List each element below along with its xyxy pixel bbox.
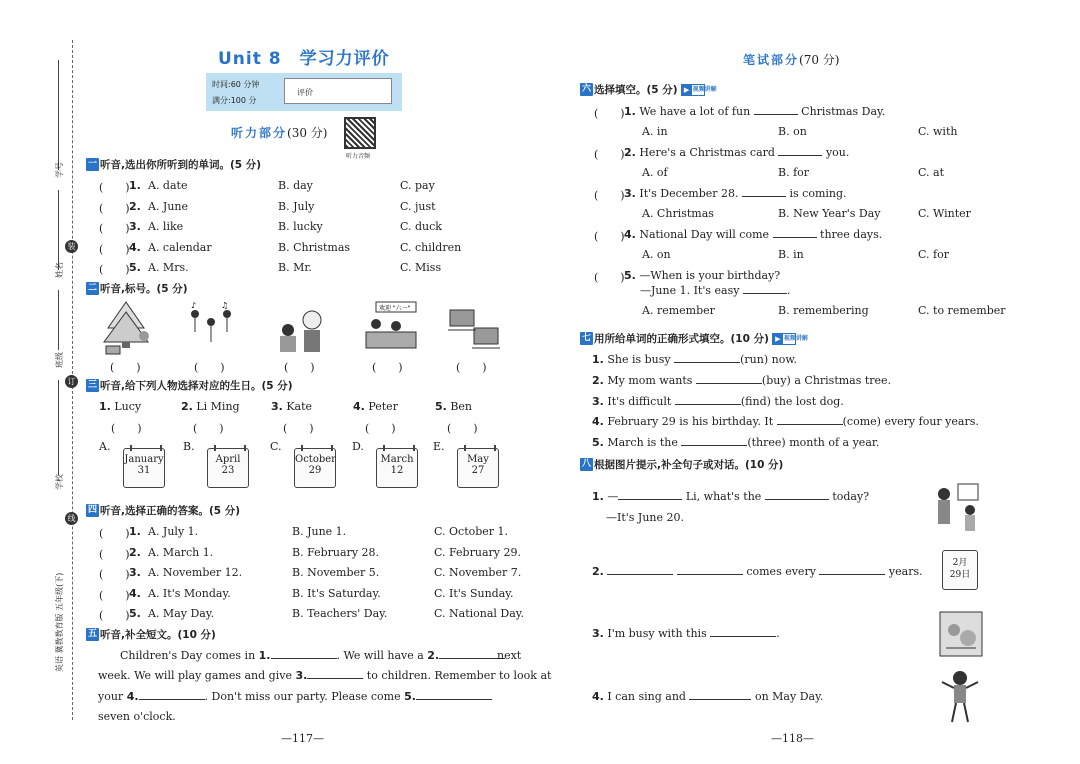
option-c: C. for — [918, 248, 949, 261]
passage-word: next — [497, 649, 522, 662]
person-name: Li Ming — [196, 400, 240, 413]
page-number: —118— — [771, 732, 814, 745]
section-8-heading — [580, 457, 783, 472]
written-heading — [743, 51, 839, 68]
section-number: 二 — [87, 283, 97, 293]
written-points: (70 分) — [799, 53, 840, 67]
answer-bracket[interactable]: ( ) — [99, 547, 130, 561]
item-number: 2. — [129, 199, 141, 213]
item-number: 1. — [129, 179, 141, 192]
option-c: C. Miss — [400, 261, 442, 274]
listening-points: (30 分) — [287, 126, 328, 140]
homework-picture — [938, 610, 984, 658]
calendar-icon — [207, 448, 249, 488]
option-b: B. for — [778, 166, 810, 179]
option-a: A. remember — [642, 304, 715, 317]
blank-2[interactable] — [439, 649, 505, 659]
picture-number-blank[interactable]: ( ) — [372, 361, 403, 374]
picture-number-blank[interactable]: ( ) — [456, 361, 487, 374]
calendar-month: 2月 — [952, 558, 968, 568]
answer-bracket[interactable]: ( ) — [594, 189, 625, 202]
passage-line-2: week. We will play games and give 3. to children. Remember to look at — [98, 669, 552, 682]
option-b: B. in — [778, 248, 804, 261]
picture-number-blank[interactable]: ( ) — [194, 361, 225, 374]
passage-line-3: your 4. . Don't miss our party. Please come 5. — [98, 690, 492, 703]
option-b: B. on — [778, 125, 807, 138]
dancing-children-picture — [183, 300, 239, 356]
margin-line — [58, 380, 59, 475]
info-box — [206, 73, 402, 111]
option-b: B. Christmas — [278, 240, 351, 254]
answer-bracket[interactable]: ( ) — [99, 568, 130, 581]
section-number: 三 — [87, 380, 97, 390]
option-b: B. November 5. — [292, 566, 380, 579]
dancing-girl-picture — [938, 668, 982, 726]
section-title: 听音,补全短文。(10 分) — [100, 629, 216, 641]
play-icon: ▶ — [682, 85, 692, 95]
answer-blank[interactable] — [677, 565, 743, 575]
item-number: 4. — [129, 586, 141, 600]
answer-blank[interactable] — [777, 415, 843, 425]
section-6-heading — [580, 82, 717, 97]
section-number: 五 — [87, 629, 97, 639]
answer-blank[interactable] — [618, 490, 682, 500]
calendar-day: 27 — [471, 465, 485, 476]
section-title: 选择填空。(5 分) — [594, 84, 678, 96]
childrens-day-picture — [362, 300, 420, 356]
answer-bracket[interactable]: ( ) — [594, 148, 625, 161]
item-number: 3. — [129, 220, 141, 233]
answer-bracket[interactable]: ( ) — [111, 422, 142, 435]
calendar-letter: A. — [99, 440, 111, 453]
calendar-month: May — [467, 454, 489, 465]
blank-3[interactable] — [307, 669, 363, 679]
question-text: 5. —When is your birthday? — [624, 269, 781, 282]
section-title: 听音,给下列人物选择对应的生日。(5 分) — [100, 380, 293, 392]
answer-blank[interactable] — [819, 565, 885, 575]
qr-code-icon[interactable] — [344, 117, 376, 149]
option-c: C. October 1. — [434, 525, 509, 538]
option-a: A. It's Monday. — [148, 586, 231, 600]
option-b: B. It's Saturday. — [292, 586, 381, 600]
person-name: Lucy — [114, 400, 142, 413]
option-a: A. calendar — [148, 240, 212, 254]
answer-blank[interactable] — [710, 627, 776, 637]
qr-caption: 听力音频 — [346, 153, 371, 160]
option-a: A. like — [148, 220, 184, 233]
answer-bracket[interactable]: ( ) — [193, 422, 224, 435]
written-label: 笔试部分 — [743, 53, 800, 67]
calendar-icon — [294, 448, 336, 488]
answer-blank[interactable] — [696, 374, 762, 384]
page-number: —117— — [281, 732, 324, 745]
answer-blank[interactable] — [607, 565, 673, 575]
option-c: C. Winter — [918, 207, 971, 220]
option-a: A. of — [642, 166, 668, 179]
answer-bracket[interactable]: ( ) — [594, 107, 625, 120]
answer-bracket[interactable]: ( ) — [99, 242, 130, 256]
option-c: C. at — [918, 166, 944, 179]
margin-label-class: 班级 — [55, 352, 64, 368]
calendar-letter: E. — [433, 440, 445, 453]
answer-bracket[interactable]: ( ) — [447, 422, 478, 435]
answer-blank[interactable] — [674, 353, 740, 363]
section-5-heading — [86, 627, 216, 642]
answer-bracket[interactable]: ( ) — [99, 609, 130, 622]
svg-text:♫: ♫ — [221, 301, 229, 310]
question-text: 1. We have a lot of fun Christmas Day. — [624, 105, 886, 118]
section-number: 七 — [581, 333, 591, 343]
section-title: 根据图片提示,补全句子或对话。(10 分) — [594, 459, 784, 471]
answer-blank[interactable] — [778, 146, 822, 156]
teacher-student-picture — [934, 482, 984, 534]
question-text: 4. National Day will come three days. — [624, 228, 883, 241]
option-b: B. day — [278, 179, 313, 192]
option-c: C. duck — [400, 220, 442, 233]
option-b: B. July — [278, 199, 315, 213]
option-a: A. May Day. — [148, 607, 215, 620]
person-name: Kate — [286, 400, 313, 413]
s8-question-3: 3. I'm busy with this . — [592, 627, 780, 640]
calendar-picture — [942, 550, 978, 590]
section-number: 一 — [87, 159, 97, 169]
margin-line — [58, 290, 59, 350]
option-c: C. to remember — [918, 304, 1006, 317]
option-a: A. on — [642, 248, 671, 261]
section-7-heading — [580, 331, 808, 346]
evaluation-label: 评价 — [297, 88, 313, 97]
right-page — [540, 0, 1080, 764]
fill-item: 5. March is the (three) month of a year. — [592, 436, 880, 450]
person-item: 3. Kate — [271, 400, 313, 413]
item-number: 5. — [129, 607, 141, 620]
calendar-day: 29日 — [949, 570, 971, 580]
margin-label-student-id: 学号 — [55, 162, 64, 178]
calendar-letter: B. — [183, 440, 195, 453]
s8-answer-1: —It's June 20. — [606, 511, 685, 524]
calendar-icon — [123, 448, 165, 488]
fill-item: 1. She is busy (run) now. — [592, 353, 797, 366]
play-icon: ▶ — [773, 334, 783, 344]
option-c: C. February 29. — [434, 545, 521, 559]
answer-blank[interactable] — [681, 436, 747, 446]
option-b: B. New Year's Day — [778, 207, 881, 220]
passage-line-4: seven o'clock. — [98, 710, 176, 723]
answer-bracket[interactable]: ( ) — [283, 422, 314, 435]
option-c: C. National Day. — [434, 607, 525, 620]
answer-blank[interactable] — [742, 187, 786, 197]
blank-4[interactable] — [139, 690, 205, 700]
option-a: A. June — [148, 199, 189, 213]
calendar-day: 23 — [221, 465, 235, 476]
option-a: A. date — [148, 179, 188, 192]
answer-blank[interactable] — [773, 228, 817, 238]
margin-label-name: 姓名 — [55, 262, 64, 278]
answer-bracket[interactable]: ( ) — [99, 201, 130, 215]
person-item: 1. Lucy — [99, 400, 142, 413]
item-number: 1. — [129, 525, 141, 538]
option-c: C. with — [918, 125, 958, 138]
option-a: A. March 1. — [148, 545, 214, 559]
svg-text:♪: ♪ — [191, 301, 197, 310]
question-text: 3. It's December 28. is coming. — [624, 187, 847, 200]
blank-5[interactable] — [416, 690, 492, 700]
option-b: B. Mr. — [278, 261, 312, 274]
person-item: 2. Li Ming — [181, 400, 240, 413]
section-2-heading — [86, 281, 188, 296]
passage-line-1: Children's Day comes in 1. . We will have a 2. — [120, 649, 505, 662]
answer-blank[interactable] — [754, 105, 798, 115]
picture-number-blank[interactable]: ( ) — [284, 361, 315, 374]
margin-circle-mark: 装 — [65, 240, 78, 253]
option-b: B. Teachers' Day. — [292, 607, 388, 620]
calendar-icon — [376, 448, 418, 488]
calendar-day: 12 — [390, 465, 404, 476]
person-name: Peter — [368, 400, 398, 413]
option-b: B. remembering — [778, 304, 869, 317]
item-number: 2. — [129, 545, 141, 559]
fill-item: 2. My mom wants (buy) a Christmas tree. — [592, 373, 892, 387]
calendar-letter: D. — [352, 440, 364, 453]
section-title: 听音,选出你所听到的单词。(5 分) — [100, 159, 262, 171]
question-text: —June 1. It's easy . — [640, 284, 791, 297]
blank-1[interactable] — [271, 649, 337, 659]
answer-blank[interactable] — [689, 690, 751, 700]
page-title: Unit 8 学习力评价 — [218, 49, 390, 69]
answer-blank[interactable] — [765, 490, 829, 500]
fill-item: 4. February 29 is his birthday. It (come) every four years. — [592, 415, 979, 429]
answer-bracket[interactable]: ( ) — [99, 527, 130, 540]
section-4-heading — [86, 503, 240, 518]
picture-number-blank[interactable]: ( ) — [110, 361, 141, 374]
person-item: 4. Peter — [353, 400, 398, 413]
calendar-month: April — [215, 454, 241, 465]
calendar-icon — [457, 448, 499, 488]
option-a: A. Christmas — [642, 207, 714, 220]
calendar-day: 29 — [308, 465, 322, 476]
answer-bracket[interactable]: ( ) — [594, 230, 625, 243]
margin-line — [58, 60, 59, 170]
evaluation-field[interactable] — [284, 78, 392, 104]
fill-item: 3. It's difficult (find) the lost dog. — [592, 394, 844, 408]
christmas-tree-picture — [100, 298, 158, 356]
option-c: C. pay — [400, 179, 435, 192]
full-score: 满分:100 分 — [212, 96, 257, 105]
sign-text: 欢迎 "六一" — [379, 305, 411, 312]
margin-circle-mark: 线 — [65, 512, 78, 525]
answer-bracket[interactable]: ( ) — [99, 263, 130, 276]
section-1-heading — [86, 157, 261, 172]
option-b: B. February 28. — [292, 545, 380, 559]
video-play-button[interactable]: ▶ 视频讲解 — [681, 84, 705, 96]
answer-blank[interactable] — [675, 395, 741, 405]
answer-bracket[interactable]: ( ) — [99, 181, 130, 194]
calendar-month: October — [295, 454, 336, 465]
section-title: 听音,选择正确的答案。(5 分) — [100, 505, 241, 517]
question-text: 2. Here's a Christmas card you. — [624, 146, 850, 159]
item-number: 5. — [129, 261, 141, 274]
s8-question-4: 4. I can sing and on May Day. — [592, 690, 824, 703]
calendar-day: 31 — [137, 465, 151, 476]
section-number: 六 — [581, 84, 591, 94]
listening-label: 听力部分 — [231, 126, 288, 140]
calendar-letter: C. — [270, 440, 282, 453]
video-play-button[interactable]: ▶ 视频讲解 — [772, 333, 796, 345]
section-title: 用所给单词的正确形式填空。(10 分) — [594, 333, 769, 345]
listening-heading — [231, 124, 327, 141]
item-number: 4. — [129, 240, 141, 254]
answer-blank[interactable] — [743, 284, 787, 294]
option-a: A. November 12. — [148, 566, 243, 579]
option-c: C. children — [400, 240, 462, 254]
s8-question-2: 2. comes every years. — [592, 565, 923, 578]
person-item: 5. Ben — [435, 400, 473, 413]
margin-label-book: 英语 冀教教育版 五年级(下) — [55, 572, 64, 672]
calendar-month: January — [124, 454, 164, 465]
option-b: B. June 1. — [292, 525, 347, 538]
option-a: A. in — [642, 125, 668, 138]
section-3-heading — [86, 378, 293, 393]
option-c: C. just — [400, 199, 436, 213]
computers-picture — [446, 306, 502, 352]
item-number: 3. — [129, 566, 141, 579]
calendar-month: March — [380, 454, 414, 465]
option-c: C. It's Sunday. — [434, 586, 514, 600]
margin-label-school: 学校 — [55, 474, 64, 490]
answer-bracket[interactable]: ( ) — [365, 422, 396, 435]
option-a: A. Mrs. — [148, 261, 189, 274]
answer-bracket[interactable]: ( ) — [594, 271, 625, 284]
time-limit: 时间:60 分钟 — [212, 80, 260, 89]
person-name: Ben — [450, 400, 473, 413]
option-a: A. July 1. — [148, 525, 199, 538]
option-b: B. lucky — [278, 220, 323, 233]
section-title: 听音,标号。(5 分) — [100, 283, 188, 295]
margin-line — [58, 190, 59, 270]
margin-circle-mark: 订 — [65, 375, 78, 388]
family-picture — [272, 306, 332, 356]
answer-bracket[interactable]: ( ) — [99, 588, 130, 602]
option-c: C. November 7. — [434, 566, 522, 579]
s8-question-1: 1. — Li, what's the today? — [592, 490, 870, 503]
section-number: 四 — [87, 505, 97, 515]
answer-bracket[interactable]: ( ) — [99, 222, 130, 235]
section-number: 八 — [581, 459, 591, 469]
